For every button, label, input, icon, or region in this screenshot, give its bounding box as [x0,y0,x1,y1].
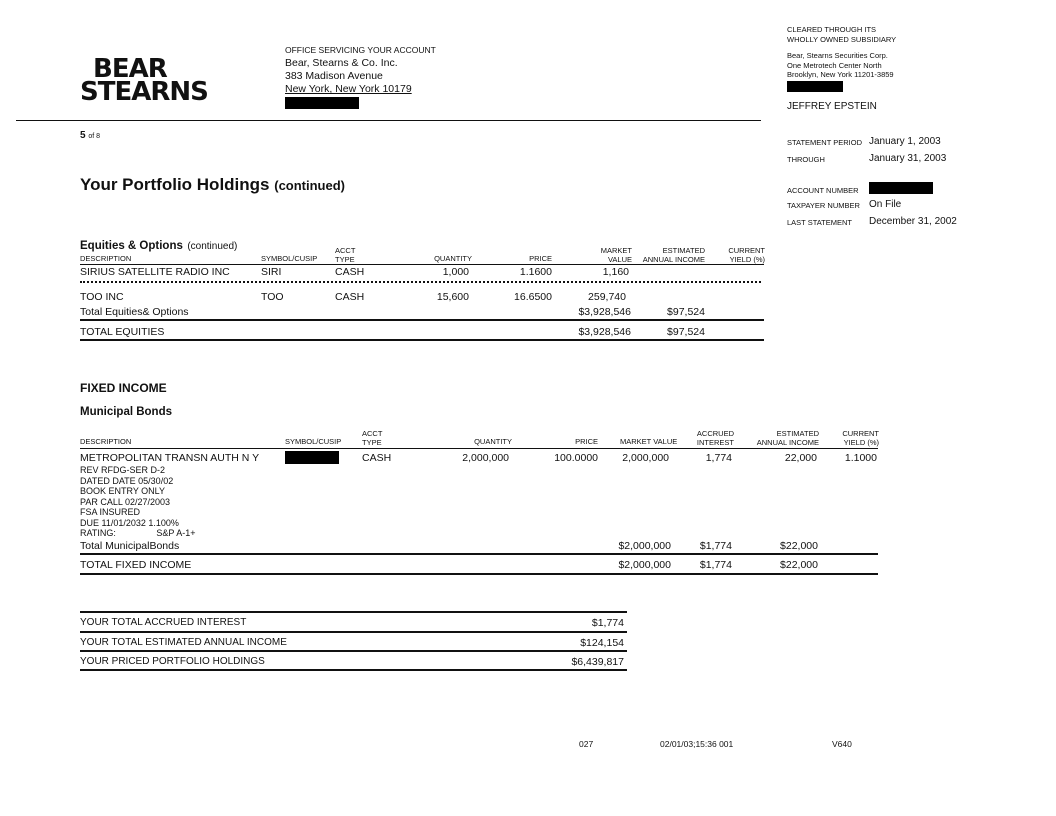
col-current-yield: CURRENT YIELD (%) [842,429,879,447]
statement-period-label: STATEMENT PERIOD [787,138,863,147]
municipal-total-label: Total MunicipalBonds [80,540,180,552]
redacted-block [787,81,843,92]
bond-price: 100.0000 [554,452,598,464]
footer-code: 027 [579,739,594,749]
col-quantity: QUANTITY [474,437,512,446]
summary-value: $1,774 [591,617,624,629]
col-description: DESCRIPTION [80,254,132,263]
bond-quantity: 2,000,000 [462,452,509,464]
office-address: OFFICE SERVICING YOUR ACCOUNT Bear, Stearns & Co. Inc. 383 Madison Avenue New York, New York 10179 [285,44,436,113]
bond-description: METROPOLITAN TRANSN AUTH N Y [80,452,260,464]
municipal-total-accrued: $1,774 [699,540,732,552]
equity-row-price: 16.6500 [514,291,552,303]
equity-row-description: SIRIUS SATELLITE RADIO INC [80,266,230,278]
municipal-total-income: $22,000 [780,540,818,552]
equities-total-market-value: $3,928,546 [578,306,631,318]
col-price: PRICE [575,437,598,446]
last-statement-label: LAST STATEMENT [787,218,853,227]
summary-value: $6,439,817 [571,656,624,668]
header-rule [16,120,761,121]
total-rule [80,553,878,555]
page-title: Your Portfolio Holdings (continued) [80,175,345,194]
bond-estimated-income: 22,000 [784,452,817,464]
redacted-cusip [285,451,339,464]
page-number: 5 of 8 [80,130,101,141]
header-rule [80,264,764,265]
summary-label: YOUR TOTAL ESTIMATED ANNUAL INCOME [80,637,287,648]
equities-total-label: Total Equities& Options [80,306,189,318]
last-statement-value: December 31, 2002 [869,216,957,227]
equity-row-quantity: 1,000 [442,266,469,278]
summary-value: $124,154 [580,637,624,649]
equity-row-description: TOO INC [80,291,124,303]
bond-type: CASH [362,452,392,464]
equity-row-type: CASH [335,291,365,303]
col-description: DESCRIPTION [80,437,132,446]
redacted-account-number [869,182,933,194]
fixed-income-grand-label: TOTAL FIXED INCOME [80,559,192,571]
equities-grand-market-value: $3,928,546 [578,326,631,338]
statement-period-value: January 1, 2003 [869,136,941,147]
equity-row-symbol: TOO [261,291,284,303]
equity-row-symbol: SIRI [261,266,282,278]
fixed-income-heading: FIXED INCOME [80,381,167,395]
client-name: JEFFREY EPSTEIN [787,101,877,112]
fixed-income-grand-income: $22,000 [780,559,818,571]
col-market-value: MARKET VALUE [620,437,678,446]
col-price: PRICE [529,254,552,263]
bond-current-yield: 1.1000 [844,452,877,464]
col-quantity: QUANTITY [434,254,472,263]
municipal-bonds-heading: Municipal Bonds [80,406,172,418]
row-separator [80,281,761,283]
fixed-income-grand-accrued: $1,774 [699,559,732,571]
account-number-label: ACCOUNT NUMBER [787,186,859,195]
footer-timestamp: 02/01/03;15:36 001 [660,739,734,749]
col-market-value: MARKET VALUE [600,246,632,264]
col-accrued-interest: ACCRUED INTEREST [696,429,734,447]
bear-stearns-logo: BEAR STEARNS [80,54,208,107]
clearing-info: CLEARED THROUGH ITS WHOLLY OWNED SUBSIDIARY Bear, Stearns Securities Corp. One Metrotech Center North Brooklyn, New York 11201-3859 [787,25,896,94]
col-symbol: SYMBOL/CUSIP [261,254,318,263]
total-rule [80,339,764,341]
equities-grand-label: TOTAL EQUITIES [80,326,165,338]
col-symbol: SYMBOL/CUSIP [285,437,342,446]
taxpayer-value: On File [869,199,902,210]
col-acct-type: ACCT TYPE [335,246,356,264]
through-label: THROUGH [787,155,825,164]
redacted-block [285,97,359,109]
municipal-total-market-value: $2,000,000 [618,540,671,552]
equities-grand-income: $97,524 [667,326,705,338]
col-estimated-income: ESTIMATED ANNUAL INCOME [642,246,705,264]
equity-row-market-value: 1,160 [602,266,629,278]
through-value: January 31, 2003 [869,153,947,164]
col-estimated-income: ESTIMATED ANNUAL INCOME [756,429,819,447]
equity-row-quantity: 15,600 [436,291,469,303]
equities-total-income: $97,524 [667,306,705,318]
equity-row-price: 1.1600 [519,266,552,278]
footer-version: V640 [832,739,852,749]
summary-rule [80,650,627,652]
bond-accrued-interest: 1,774 [705,452,732,464]
summary-rule [80,631,627,633]
equity-row-type: CASH [335,266,365,278]
summary-label: YOUR PRICED PORTFOLIO HOLDINGS [80,656,265,667]
fixed-income-grand-market-value: $2,000,000 [618,559,671,571]
equities-heading: Equities & Options (continued) [80,240,238,252]
equity-row-market-value: 259,740 [588,291,626,303]
summary-rule [80,611,627,613]
bond-market-value: 2,000,000 [622,452,669,464]
taxpayer-label: TAXPAYER NUMBER [787,201,860,210]
total-rule [80,573,878,575]
header-rule [80,448,878,449]
summary-rule [80,669,627,671]
col-current-yield: CURRENT YIELD (%) [728,246,765,264]
col-acct-type: ACCT TYPE [362,429,383,447]
total-rule [80,319,764,321]
bond-details: REV RFDG-SER D-2 DATED DATE 05/30/02 BOOK ENTRY ONLY PAR CALL 02/27/2003 FSA INSURED DUE 11/01/2032 1.100% RATING: S&P A-1+ [80,465,196,538]
summary-label: YOUR TOTAL ACCRUED INTEREST [80,617,247,628]
